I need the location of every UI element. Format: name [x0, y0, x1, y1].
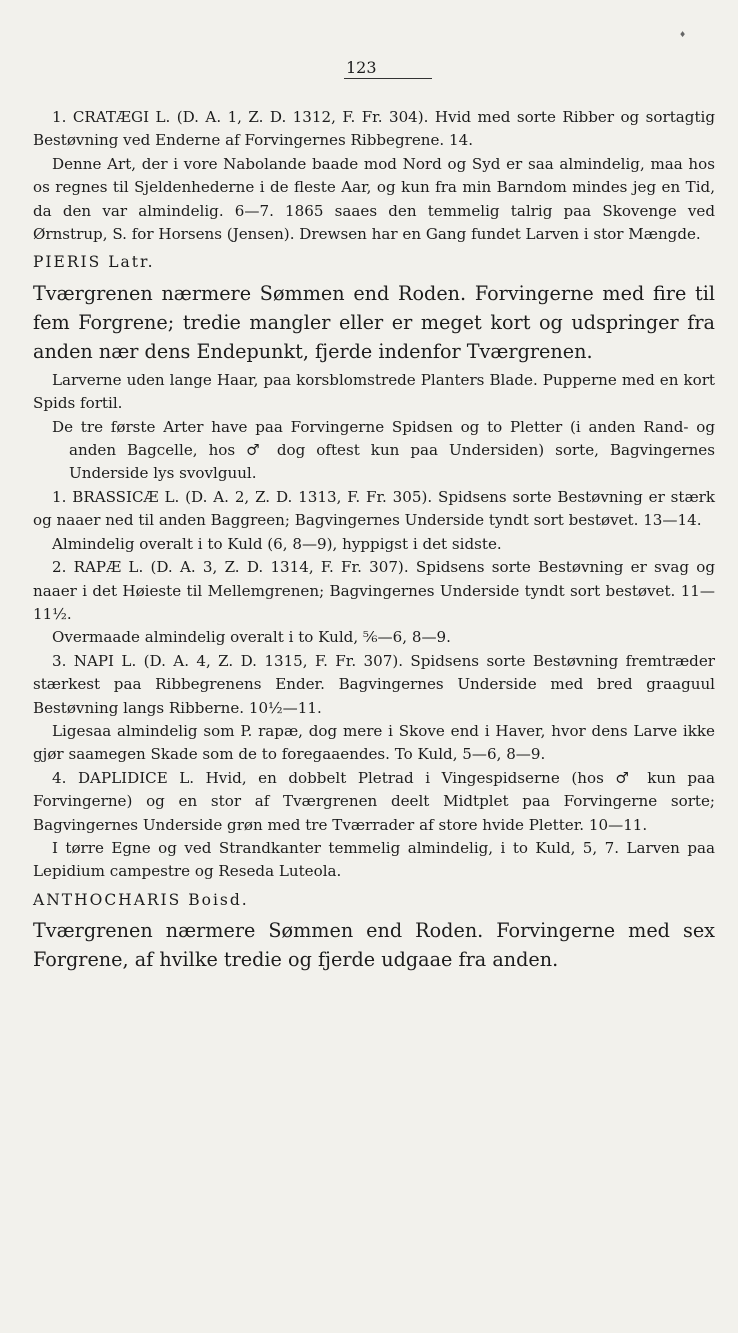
paragraph-daplidice-notes: I tørre Egne og ved Strandkanter temmelig almindelig, i to Kuld, 5, 7. Larven paa Lepidium campestre og Reseda Luteola. — [33, 838, 715, 881]
entry-napi: 3. NAPI L. (D. A. 4, Z. D. 1315, F. Fr. 307). Spidsens sorte Bestøvning fremtræder stærkest paa Ribbegrenens Ender. Bagvingernes Underside med bred graaguul Bestøvning langs Ribberne. 10½—11. — [33, 651, 715, 717]
entry-crataegi: 1. CRATÆGI L. (D. A. 1, Z. D. 1312, F. Fr. 304). Hvid med sorte Ribber og sortagtig Bestøvning ved Enderne af Forvingernes Ribbegrene. 14. — [33, 108, 715, 150]
entry-rapae: 2. RAPÆ L. (D. A. 3, Z. D. 1314, F. Fr. 307). Spidsens sorte Bestøvning er svag og naaer i det Høieste til Mellemgrenen; Bagvingernes Underside tyndt sort bestøvet. 11—11½. — [33, 558, 715, 623]
page-number: 123 — [344, 58, 432, 79]
paragraph-rapae-notes: Overmaade almindelig overalt i to Kuld, ⅚—6, 8—9. — [52, 628, 451, 647]
entry-daplidice: 4. DAPLIDICE L. Hvid, en dobbelt Pletrad i Vingespidserne (hos ♂ kun paa Forvingerne) og en stor af Tværgrenen deelt Midtplet paa Forvingerne sorte; Bagvingernes Underside grøn med tre Tværrader af store hvide Pletter. 10—11. — [33, 768, 715, 834]
genus-description-pieris: Tværgrenen nærmere Sømmen end Roden. Forvingerne med fire til fem Forgrene; tredie mangler eller er meget kort og udspringer fra anden nær dens Endepunkt, fjerde indenfor Tværgrenen. — [33, 281, 715, 363]
paragraph-brassicae-notes: Almindelig overalt i to Kuld (6, 8—9), hyppigst i det sidste. — [52, 534, 502, 553]
paragraph-larvae: Larverne uden lange Haar, paa korsblomstrede Planters Blade. Pupperne med en kort Spids fortil. — [33, 370, 715, 413]
body-text — [33, 106, 715, 977]
genus-heading-pieris: PIERIS Latr. — [33, 253, 155, 272]
genus-heading-anthocharis: ANTHOCHARIS Boisd. — [33, 890, 249, 909]
paragraph-napi-notes: Ligesaa almindelig som P. rapæ, dog mere i Skove end i Haver, hvor dens Larve ikke gjør saamegen Skade som de to foregaaendes. To Kuld, 5—6, 8—9. — [33, 721, 715, 764]
entry-brassicae: 1. BRASSICÆ L. (D. A. 2, Z. D. 1313, F. Fr. 305). Spidsens sorte Bestøvning er stærk og naaer ned til anden Baggreen; Bagvingernes Underside tyndt sort bestøvet. 13—14. — [33, 487, 715, 530]
paragraph-crataegi-notes: Denne Art, der i vore Nabolande baade mod Nord og Syd er saa almindelig, maa hos os regnes til Sjeldenhederne i de fleste Aar, og kun fra min Barndom mindes jeg en Tid, da den var almindelig. 6—7. 1865 saaes den temmelig talrig paa Skovenge ved Ørnstrup, S. for Horsens (Jensen). Drewsen har en Gang fundet Larven i stor Mængde. — [33, 154, 715, 244]
margin-mark: ♦ — [679, 30, 687, 39]
genus-description-anthocharis: Tværgrenen nærmere Sømmen end Roden. Forvingerne med sex Forgrene, af hvilke tredie og fjerde udgaae fra anden. — [33, 919, 715, 972]
paragraph-first-species: De tre første Arter have paa Forvingerne Spidsen og to Pletter (i anden Rand- og anden Bagcelle, hos ♂ dog oftest kun paa Undersiden) sorte, Bagvingernes Underside lys svovlguul. — [52, 417, 715, 483]
